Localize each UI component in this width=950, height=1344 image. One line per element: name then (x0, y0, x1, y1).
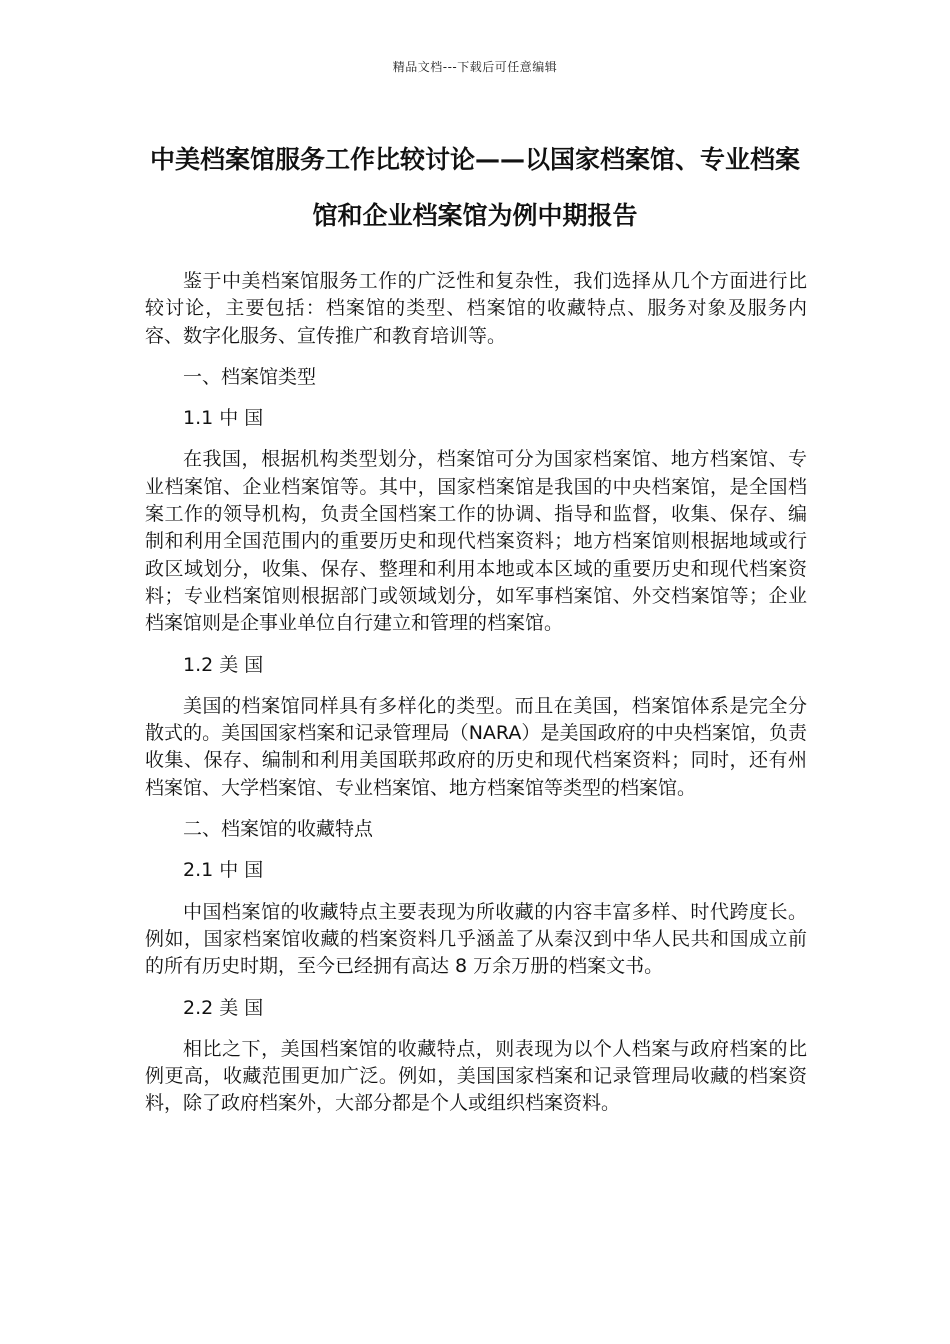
section-1-2-heading: 1.2 美 国 (183, 653, 264, 676)
document-title: 中美档案馆服务工作比较讨论——以国家档案馆、专业档案馆和企业档案馆为例中期报告 (149, 145, 800, 230)
section-1-heading: 一、档案馆类型 (183, 365, 317, 388)
section-1-2-paragraph: 美国的档案馆同样具有多样化的类型。而且在美国，档案馆体系是完全分散式的。美国国家档案和记录管理局（NARA）是美国政府的中央档案馆，负责收集、保存、编制和利用美国联邦政府的历史和现代档案资料；同时，还有州档案馆、大学档案馆、专业档案馆、地方档案馆等类型的档案馆。 (145, 694, 807, 799)
intro-paragraph: 鉴于中美档案馆服务工作的广泛性和复杂性，我们选择从几个方面进行比较讨论，主要包括：档案馆的类型、档案馆的收藏特点、服务对象及服务内容、数字化服务、宣传推广和教育培训等。 (145, 270, 807, 347)
section-2-1-paragraph: 中国档案馆的收藏特点主要表现为所收藏的内容丰富多样、时代跨度长。例如，国家档案馆收藏的档案资料几乎涵盖了从秦汉到中华人民共和国成立前的所有历史时期，至今已经拥有高达 8 万余万册的档案文书。 (145, 900, 807, 978)
section-1-1-paragraph: 在我国，根据机构类型划分，档案馆可分为国家档案馆、地方档案馆、专业档案馆、企业档案馆等。其中，国家档案馆是我国的中央档案馆，是全国档案工作的领导机构，负责全国档案工作的协调、指导和监督，收集、保存、编制和利用全国范围内的重要历史和现代档案资料；地方档案馆则根据地域或行政区域划分，收集、保存、整理和利用本地或本区域的重要历史和现代档案资料；专业档案馆则根据部门或领域划分，如军事档案馆、外交档案馆等；企业档案馆则是企事业单位自行建立和管理的档案馆。 (145, 448, 807, 635)
section-2-2-heading: 2.2 美 国 (183, 996, 264, 1019)
header-note: 精品文档---下载后可任意编辑 (392, 60, 558, 74)
section-1-1-heading: 1.1 中 国 (183, 407, 264, 430)
section-2-heading: 二、档案馆的收藏特点 (183, 818, 374, 841)
section-2-1-heading: 2.1 中 国 (183, 859, 264, 882)
document-body (145, 268, 807, 1132)
section-2-2-paragraph: 相比之下，美国档案馆的收藏特点，则表现为以个人档案与政府档案的比例更高，收藏范围更加广泛。例如，美国国家档案和记录管理局收藏的档案资料，除了政府档案外，大部分都是个人或组织档案资料。 (145, 1037, 807, 1115)
